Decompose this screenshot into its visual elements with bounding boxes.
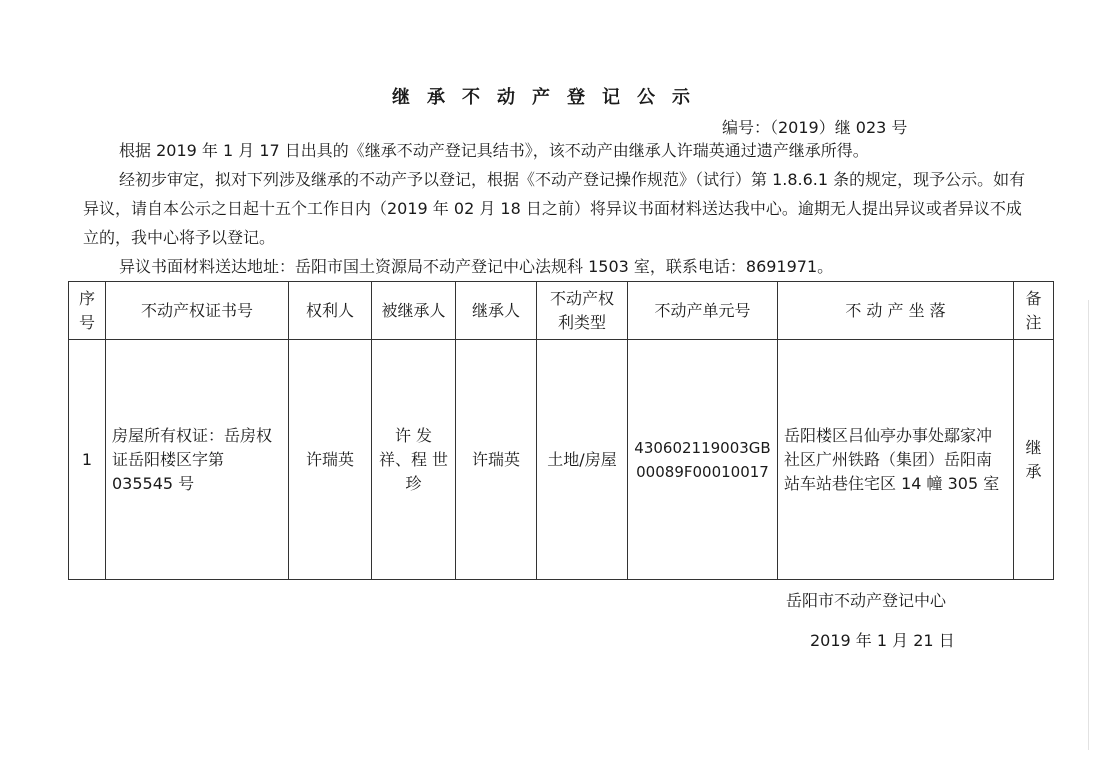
registration-table bbox=[68, 281, 1054, 580]
table-row bbox=[69, 340, 1054, 580]
cell-unit-no: 430602119003GB00089F00010017 bbox=[628, 340, 778, 580]
cell-serial: 1 bbox=[69, 340, 106, 580]
cell-right-type: 土地/房屋 bbox=[537, 340, 628, 580]
scan-edge-line bbox=[1088, 300, 1089, 750]
header-certificate-no: 不动产权证书号 bbox=[106, 282, 289, 340]
header-location: 不 动 产 坐 落 bbox=[778, 282, 1014, 340]
document-title: 继承不动产登记公示 bbox=[392, 87, 707, 108]
paragraph-objection-address: 异议书面材料送达地址：岳阳市国土资源局不动产登记中心法规科 1503 室，联系电话：8691971。 bbox=[119, 257, 834, 276]
cell-location: 岳阳楼区吕仙亭办事处鄢家冲社区广州铁路（集团）岳阳南站车站巷住宅区 14 幢 305 室 bbox=[778, 340, 1014, 580]
cell-heir: 许瑞英 bbox=[456, 340, 537, 580]
issue-date: 2019 年 1 月 21 日 bbox=[810, 631, 955, 650]
table-header-row bbox=[69, 282, 1054, 340]
paragraph-basis: 根据 2019 年 1 月 17 日出具的《继承不动产登记具结书》，该不动产由继承人许瑞英通过遗产继承所得。 bbox=[119, 141, 869, 160]
header-right-type: 不动产权利类型 bbox=[537, 282, 628, 340]
header-serial: 序号 bbox=[69, 282, 106, 340]
paragraph-notice: 经初步审定，拟对下列涉及继承的不动产予以登记，根据《不动产登记操作规范》（试行）第 1.8.6.1 条的规定，现予公示。如有异议，请自本公示之日起十五个工作日内（2019 年 02 月 18 日之前）将异议书面材料送达我中心。逾期无人提出异议或者异议不成立的，我中心将予以登记。 bbox=[83, 170, 1026, 247]
cell-certificate-no: 房屋所有权证：岳房权证岳阳楼区字第 035545 号 bbox=[106, 340, 289, 580]
cell-remarks: 继承 bbox=[1014, 340, 1054, 580]
cell-right-holder: 许瑞英 bbox=[289, 340, 372, 580]
header-right-holder: 权利人 bbox=[289, 282, 372, 340]
header-heir: 继承人 bbox=[456, 282, 537, 340]
header-unit-no: 不动产单元号 bbox=[628, 282, 778, 340]
document-number: 编号：（2019）继 023 号 bbox=[722, 118, 908, 137]
issuing-organization: 岳阳市不动产登记中心 bbox=[786, 591, 947, 610]
cell-decedent: 许 发 祥、程 世珍 bbox=[372, 340, 456, 580]
header-decedent: 被继承人 bbox=[372, 282, 456, 340]
header-remarks: 备注 bbox=[1014, 282, 1054, 340]
